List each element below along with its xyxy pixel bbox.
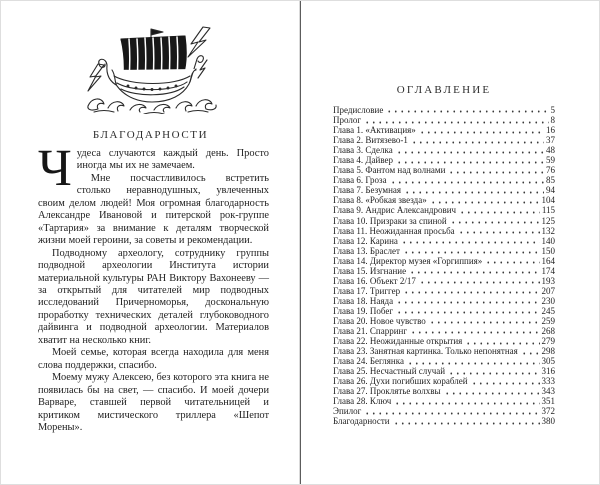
toc-row	[333, 125, 555, 135]
dot-leader	[419, 125, 544, 135]
dot-leader	[364, 115, 548, 125]
dot-leader	[458, 226, 540, 236]
toc-entry-label: Предисловие	[333, 105, 384, 115]
acknowledgments-paragraph: Подводному археологу, сотруднику группы подводной археологии Института истории материальной культуры РАН Виктору Вахонееву — за открытый для читателей мир подводных исследований Причерноморья, доскональную проработку технических деталей глубоководного дайвинга и подводной археологии. Материалов хватит на несколько книг.	[38, 247, 269, 346]
acknowledgments-paragraph: удеса случаются каждый день. Просто иногда мы их не замечаем.	[76, 148, 269, 172]
toc-entry-label: Глава 8. «Робкая звезда»	[333, 195, 427, 206]
toc-entry-page: 343	[541, 386, 555, 397]
toc-entry-label: Глава 27. Проклятье волхвы	[333, 386, 441, 397]
dot-leader	[394, 396, 539, 406]
dot-leader	[450, 216, 540, 226]
dot-leader	[409, 266, 539, 276]
dot-leader	[393, 416, 540, 426]
toc-row	[333, 396, 555, 406]
page-right	[302, 1, 600, 485]
toc-row	[333, 216, 555, 226]
toc-entry-page: 207	[541, 285, 555, 296]
page-gutter-divider	[300, 1, 301, 485]
toc-row	[333, 165, 555, 175]
dot-leader	[396, 306, 539, 316]
dot-leader	[386, 105, 548, 115]
toc-entry-page: 16	[546, 125, 555, 136]
toc-entry-label: Глава 12. Карина	[333, 235, 398, 246]
dot-leader	[411, 135, 544, 145]
toc-entry-page: 174	[541, 265, 555, 276]
toc-row	[333, 336, 555, 346]
dot-leader	[430, 195, 540, 205]
toc-row	[333, 175, 555, 185]
toc-row	[333, 155, 555, 165]
toc-row	[333, 145, 555, 155]
toc-entry-label: Благодарности	[333, 416, 390, 427]
lightning-left-icon	[88, 64, 104, 91]
toc-row	[333, 115, 555, 125]
toc-entry-page: 268	[541, 326, 555, 337]
dot-leader	[404, 185, 544, 195]
toc-entry-label: Глава 14. Директор музея «Горгиппия»	[333, 255, 483, 266]
toc-title: ОГЛАВЛЕНИЕ	[396, 84, 492, 96]
dot-leader	[403, 246, 540, 256]
toc-row	[333, 195, 555, 205]
toc-row	[333, 346, 555, 356]
ship-hull	[112, 69, 196, 102]
acknowledgments-title: БЛАГОДАРНОСТИ	[92, 129, 209, 141]
acknowledgments-text	[38, 140, 269, 434]
toc-row	[333, 246, 555, 256]
toc-entry-label: Глава 1. «Активация»	[333, 125, 416, 136]
toc-entry-label: Глава 17. Триггер	[333, 285, 401, 296]
toc-row	[333, 366, 555, 376]
toc-row	[333, 266, 555, 276]
toc-entry-page: 380	[541, 416, 555, 427]
toc-entry-page: 259	[541, 315, 555, 326]
toc-entry-label: Глава 11. Неожиданная просьба	[333, 225, 455, 236]
toc-row	[333, 286, 555, 296]
toc-row	[333, 316, 555, 326]
toc-entry-page: 230	[541, 295, 555, 306]
toc-entry-page: 316	[541, 366, 555, 377]
dot-leader	[459, 205, 540, 215]
toc-row	[333, 386, 555, 396]
toc-entry-page: 125	[541, 215, 555, 226]
toc-entry-page: 351	[541, 396, 555, 407]
toc-row	[333, 135, 555, 145]
toc-entry-page: 76	[546, 165, 555, 176]
dot-leader	[465, 336, 539, 346]
dot-leader	[401, 236, 540, 246]
toc-entry-label: Глава 15. Изгнание	[333, 265, 407, 276]
toc-list	[333, 105, 555, 427]
toc-row	[333, 205, 555, 215]
dot-leader	[419, 276, 540, 286]
dot-leader	[396, 296, 539, 306]
dot-leader	[448, 165, 544, 175]
toc-row	[333, 236, 555, 246]
dot-leader	[364, 406, 539, 416]
toc-entry-label: Глава 6. Гроза	[333, 175, 387, 186]
toc-entry-page: 94	[546, 185, 555, 196]
dot-leader	[407, 356, 540, 366]
toc-entry-label: Глава 22. Неожиданные открытия	[333, 336, 463, 347]
toc-entry-page: 193	[541, 275, 555, 286]
toc-row	[333, 276, 555, 286]
toc-row	[333, 226, 555, 236]
toc-entry-page: 245	[541, 305, 555, 316]
toc-entry-page: 115	[541, 205, 555, 216]
dot-leader	[521, 346, 540, 356]
toc-entry-page: 48	[546, 145, 555, 156]
page-left	[1, 1, 300, 485]
toc-entry-label: Глава 23. Занятная картинка. Только непонятная	[333, 346, 518, 357]
toc-row	[333, 326, 555, 336]
dropcap-letter: Ч	[38, 140, 72, 197]
dot-leader	[396, 145, 544, 155]
toc-row	[333, 306, 555, 316]
toc-entry-label: Глава 19. Побег	[333, 305, 394, 316]
toc-entry-page: 150	[541, 245, 555, 256]
toc-entry-label: Глава 28. Ключ	[333, 396, 392, 407]
toc-row	[333, 296, 555, 306]
toc-entry-page: 372	[541, 406, 555, 417]
toc-entry-page: 164	[541, 255, 555, 266]
toc-entry-label: Глава 24. Беглянка	[333, 356, 404, 367]
toc-entry-page: 132	[541, 225, 555, 236]
toc-entry-label: Глава 10. Призраки за спиной	[333, 215, 447, 226]
toc-entry-page: 8	[550, 115, 555, 126]
toc-entry-label: Глава 9. Андрис Александрович	[333, 205, 457, 216]
toc-entry-label: Глава 5. Фантом над волнами	[333, 165, 446, 176]
toc-row	[333, 185, 555, 195]
toc-entry-label: Глава 16. Объект 2/17	[333, 275, 416, 286]
toc-entry-page: 85	[546, 175, 555, 186]
toc-entry-page: 5	[550, 105, 555, 115]
dot-leader	[403, 286, 539, 296]
toc-entry-page: 140	[541, 235, 555, 246]
toc-entry-label: Глава 7. Безумная	[333, 185, 402, 196]
toc-row	[333, 376, 555, 386]
toc-entry-label: Глава 2. Витязево-1	[333, 135, 408, 146]
toc-entry-label: Глава 21. Спарринг	[333, 326, 408, 337]
dot-leader	[444, 386, 540, 396]
dot-leader	[448, 366, 539, 376]
toc-entry-label: Глава 3. Сделка	[333, 145, 393, 156]
dot-leader	[396, 155, 544, 165]
toc-entry-page: 59	[546, 155, 555, 166]
dot-leader	[390, 175, 544, 185]
toc-row	[333, 256, 555, 266]
toc-row	[333, 356, 555, 366]
dot-leader	[410, 326, 539, 336]
toc-entry-page: 298	[541, 346, 555, 357]
toc-entry-label: Глава 25. Несчастный случай	[333, 366, 446, 377]
toc-entry-page: 305	[541, 356, 555, 367]
toc-entry-page: 279	[541, 336, 555, 347]
toc-entry-label: Эпилог	[333, 406, 362, 417]
acknowledgments-paragraph: Моей семье, которая всегда находила для меня слова поддержки, спасибо.	[38, 347, 269, 371]
toc-entry-label: Глава 4. Дайвер	[333, 155, 394, 166]
toc-row	[333, 406, 555, 416]
dot-leader	[429, 316, 540, 326]
dot-leader	[471, 376, 540, 386]
toc-entry-label: Глава 13. Браслет	[333, 245, 400, 256]
acknowledgments-paragraph: Мне посчастливилось встретить столько неравнодушных, увлеченных своим делом людей! Моя огромная благодарность Александре Ивановой и питерской рок-группе «Тартария» за внимание к деталям творческой жизни моей героини, за советы и рекомендации.	[38, 172, 269, 247]
dot-leader	[485, 256, 539, 266]
toc-entry-label: Глава 18. Наяда	[333, 295, 394, 306]
toc-row	[333, 105, 555, 115]
toc-entry-page: 333	[541, 376, 555, 387]
toc-row	[333, 416, 555, 426]
ship-illustration	[84, 26, 222, 114]
toc-entry-label: Глава 26. Духи погибших кораблей	[333, 376, 468, 387]
acknowledgments-paragraph: Моему мужу Алексею, без которого эта книга не появилась бы на свет, — спасибо. И моей дочери Варваре, ставшей первой читательницей и критиком мистического триллера «Шепот Морены».	[38, 372, 269, 433]
toc-entry-label: Пролог	[333, 115, 362, 126]
toc-entry-page: 104	[541, 195, 555, 206]
toc-entry-page: 37	[546, 135, 555, 146]
toc-entry-label: Глава 20. Новое чувство	[333, 315, 426, 326]
